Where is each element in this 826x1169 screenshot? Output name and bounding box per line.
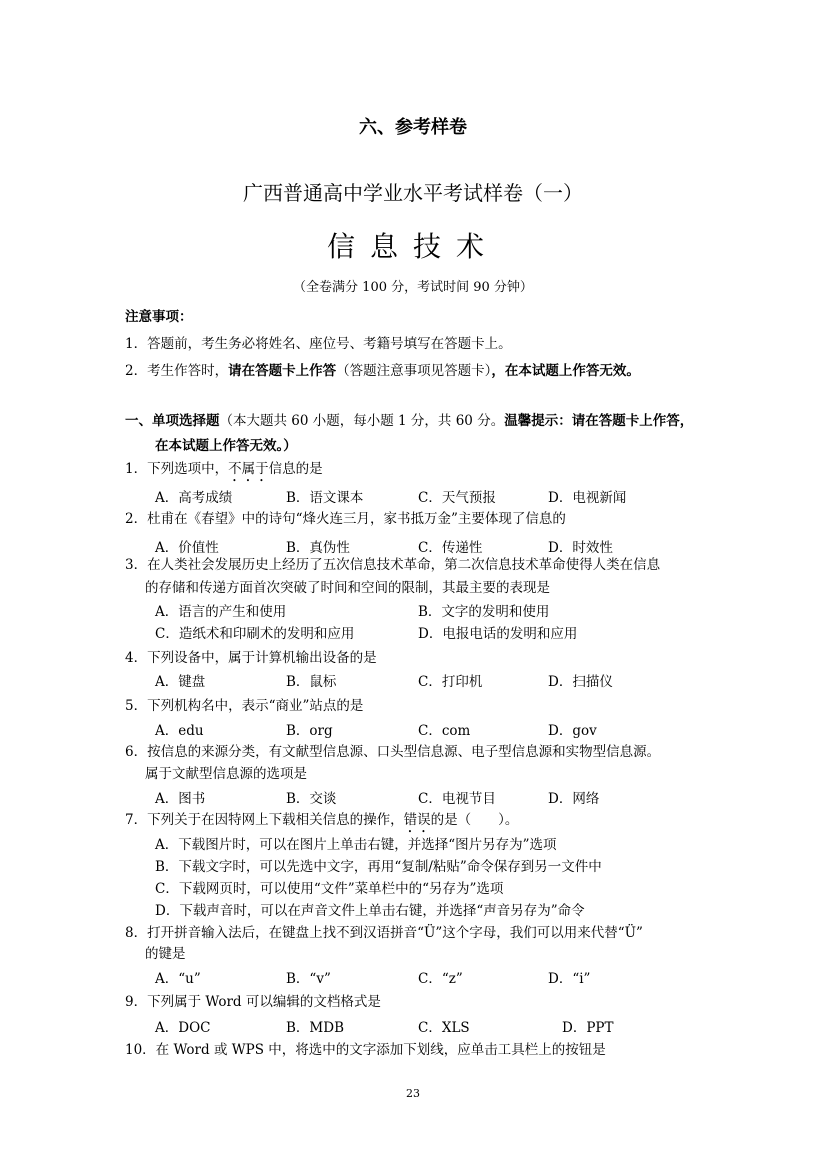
part1-tip: 温馨提示：请在答题卡上作答， (504, 413, 694, 429)
question-2-stem: 2．杜甫在《春望》中的诗句“烽火连三月，家书抵万金”主要体现了信息的 (125, 511, 566, 527)
q4-option-d: D．扫描仪 (548, 674, 613, 690)
q8-option-c: C．“z” (418, 971, 463, 987)
q7-option-c: C．下载网页时，可以使用“文件”菜单栏中的“另存为”选项 (155, 881, 504, 897)
q7-option-b: B．下载文字时，可以先选中文字，再用“复制/粘贴”命令保存到另一文件中 (155, 859, 602, 875)
question-6-stem: 6．按信息的来源分类，有文献型信息源、口头型信息源、电子型信息源和实物型信息源。 (125, 744, 661, 760)
part1-tip-2: 在本试题上作答无效。） (155, 438, 297, 454)
q7-stem-c: 的是（ ）。 (430, 812, 519, 828)
q3-option-b: B．文字的发明和使用 (418, 604, 550, 620)
notes-item-2-a: 2．考生作答时， (125, 363, 229, 379)
q5-option-a: A．edu (155, 723, 204, 739)
q1-option-b: B．语文课本 (286, 490, 364, 506)
q4-option-c: C．打印机 (418, 674, 483, 690)
q2-option-a: A．价值性 (155, 540, 219, 556)
q8-option-b: B．“v” (286, 971, 331, 987)
q1-stem-c: 信息的是 (268, 461, 323, 477)
q1-stem-a: 1．下列选项中， (125, 461, 229, 477)
question-1-stem (125, 457, 323, 485)
section-title: 六、参考样卷 (359, 117, 467, 138)
q9-option-d: D．PPT (562, 1020, 614, 1036)
question-5-stem: 5．下列机构名中，表示“商业”站点的是 (125, 698, 364, 714)
notes-item-2-c: （答题注意事项见答题卡） (336, 363, 492, 379)
notes-item-1: 1．答题前，考生务必将姓名、座位号、考籍号填写在答题卡上。 (125, 336, 512, 352)
q3-option-c: C．造纸术和印刷术的发明和应用 (155, 626, 355, 642)
q9-option-a: A．DOC (155, 1020, 211, 1036)
notes-heading: 注意事项： (125, 309, 193, 325)
q7-stem-emph: 错误 (403, 812, 431, 828)
q4-option-a: A．键盘 (155, 674, 206, 690)
q7-option-a: A．下载图片时，可以在图片上单击右键，并选择“图片另存为”选项 (155, 837, 557, 853)
q5-option-b: B．org (286, 723, 333, 739)
q4-option-b: B．鼠标 (286, 674, 337, 690)
q1-option-a: A．高考成绩 (155, 490, 233, 506)
question-6-stem-2: 属于文献型信息源的选项是 (145, 766, 307, 782)
q9-option-b: B．MDB (286, 1020, 344, 1036)
question-8-stem-2: 的键是 (145, 946, 186, 962)
question-10-stem: 10．在 Word 或 WPS 中，将选中的文字添加下划线，应单击工具栏上的按钮是 (125, 1042, 606, 1058)
q2-option-c: C．传递性 (418, 540, 483, 556)
q1-stem-emph: 不属于 (228, 461, 269, 477)
q3-option-d: D．电报电话的发明和应用 (418, 626, 578, 642)
question-3-stem-2: 的存储和传递方面首次突破了时间和空间的限制，其最主要的表现是 (145, 580, 550, 596)
exam-info: （全卷满分 100 分，考试时间 90 分钟） (293, 280, 533, 295)
q5-option-c: C．com (418, 723, 471, 739)
notes-item-2 (125, 359, 640, 379)
part1-heading-line (125, 409, 693, 429)
q6-option-c: C．电视节目 (418, 791, 496, 807)
q7-stem-a: 7．下列关于在因特网上下载相关信息的操作， (125, 812, 404, 828)
q1-option-c: C．天气预报 (418, 490, 496, 506)
question-7-stem (125, 808, 518, 836)
q1-option-d: D．电视新闻 (548, 490, 627, 506)
q9-option-c: C．XLS (418, 1020, 470, 1036)
q2-option-b: B．真伪性 (286, 540, 350, 556)
part1-desc: （本大题共 60 小题，每小题 1 分，共 60 分。 (219, 413, 505, 429)
q8-option-d: D．“i” (548, 971, 591, 987)
part1-heading: 一、单项选择题 (125, 413, 220, 429)
question-4-stem: 4．下列设备中，属于计算机输出设备的是 (125, 650, 377, 666)
notes-item-2-d: ，在本试题上作答无效。 (491, 363, 640, 379)
q6-option-a: A．图书 (155, 791, 206, 807)
q6-option-d: D．网络 (548, 791, 600, 807)
exam-title: 广西普通高中学业水平考试样卷（一） (243, 181, 583, 205)
question-3-stem: 3．在人类社会发展历史上经历了五次信息技术革命，第二次信息技术革命使得人类在信息 (125, 557, 661, 573)
q8-option-a: A．“u” (155, 971, 201, 987)
question-8-stem: 8．打开拼音输入法后，在键盘上找不到汉语拼音“Ü”这个字母，我们可以用来代替“Ü” (125, 925, 643, 941)
q7-option-d: D．下载声音时，可以在声音文件上单击右键，并选择“声音另存为”命令 (155, 903, 585, 919)
q6-option-b: B．交谈 (286, 791, 337, 807)
page-number: 23 (406, 1087, 420, 1100)
q2-option-d: D．时效性 (548, 540, 613, 556)
notes-item-2-b: 请在答题卡上作答 (228, 363, 337, 379)
q3-option-a: A．语言的产生和使用 (155, 604, 287, 620)
question-9-stem: 9．下列属于 Word 可以编辑的文档格式是 (125, 994, 381, 1010)
subject-title: 信息技术 (326, 230, 499, 263)
q5-option-d: D．gov (548, 723, 597, 739)
